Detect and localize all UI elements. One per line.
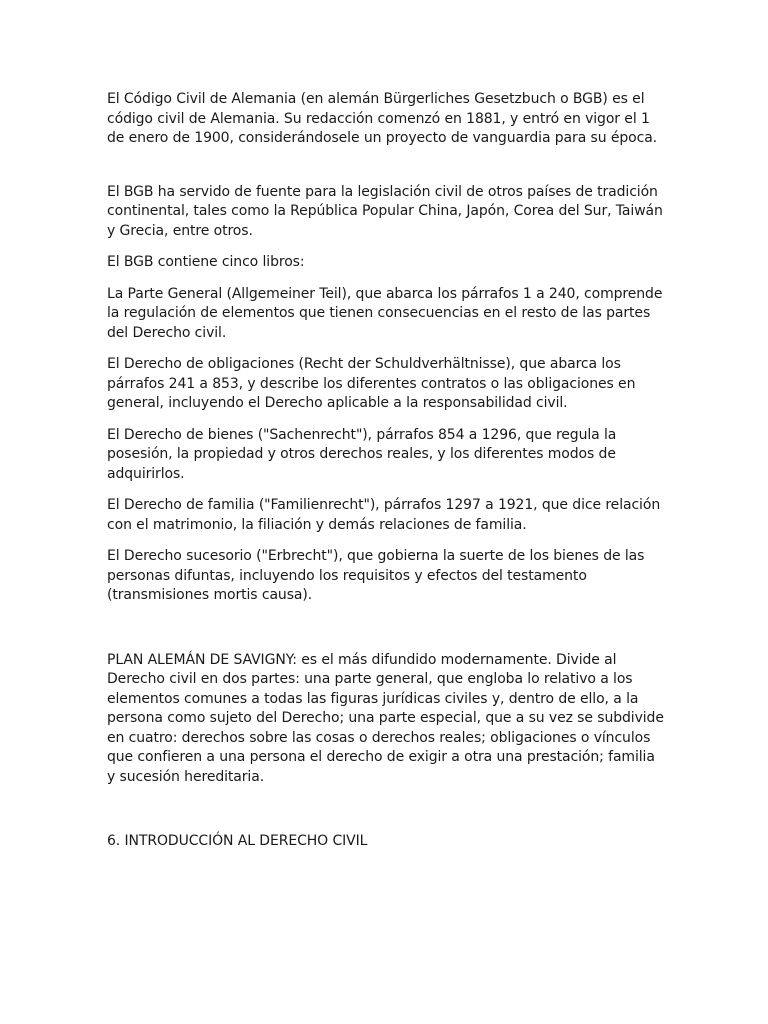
spacer: [107, 149, 667, 183]
spacer: [107, 606, 667, 651]
paragraph-book-obligations: El Derecho de obligaciones (Recht der Schuldverhältnisse), que abarca los párrafos 241 a 853, y describe los diferentes contratos o las obligaciones en general, incluyendo el Derecho aplicable a la responsabilidad civil.: [107, 356, 636, 411]
paragraph-bgb-influence: El BGB ha servido de fuente para la legislación civil de otros países de tradición continental, tales como la República Popular China, Japón, Corea del Sur, Taiwán y Grecia, entre otros.: [107, 183, 663, 239]
paragraph-book-general-part: La Parte General (Allgemeiner Teil), que abarca los párrafos 1 a 240, comprende la regulación de elementos que tienen consecuencias en el resto de las partes del Derecho civil.: [107, 285, 663, 341]
document-page: [107, 90, 667, 852]
paragraph-book-family: El Derecho de familia ("Familienrecht"), párrafos 1297 a 1921, que dice relación con el matrimonio, la filiación y demás relaciones de familia.: [107, 497, 661, 533]
paragraph-bgb-intro: El Código Civil de Alemania (en alemán Bürgerliches Gesetzbuch o BGB) es el código civil de Alemania. Su redacción comenzó en 1881, y entró en vigor el 1 de enero de 1900, considerándosele un proyecto de vanguardia para su época.: [107, 91, 658, 146]
paragraph-book-property: El Derecho de bienes ("Sachenrecht"), párrafos 854 a 1296, que regula la posesión, la propiedad y otros derechos reales, y los diferentes modos de adquirirlos.: [107, 426, 617, 482]
paragraph-savigny-plan: PLAN ALEMÁN DE SAVIGNY: es el más difundido modernamente. Divide al Derecho civil en dos partes: una parte general, que engloba lo relativo a los elementos comunes a todas las figuras jurídicas civiles y, dentro de ello, a la persona como sujeto del Derecho; una parte especial, que a su vez se subdivide en cuatro: derechos sobre las cosas o derechos reales; obligaciones o vínculos que confieren a una persona el derecho de exigir a otra una prestación; familia y sucesión hereditaria.: [107, 651, 664, 785]
spacer: [107, 484, 667, 496]
spacer: [107, 241, 667, 253]
paragraph-bgb-books-intro: El BGB contiene cinco libros:: [107, 254, 305, 270]
spacer: [107, 414, 667, 426]
spacer: [107, 787, 667, 832]
spacer: [107, 273, 667, 285]
section-heading: 6. INTRODUCCIÓN AL DERECHO CIVIL: [107, 833, 368, 849]
spacer: [107, 343, 667, 355]
paragraph-book-succession: El Derecho sucesorio ("Erbrecht"), que gobierna la suerte de los bienes de las personas difuntas, incluyendo los requisitos y efectos del testamento (transmisiones mortis causa).: [107, 548, 645, 603]
spacer: [107, 535, 667, 547]
